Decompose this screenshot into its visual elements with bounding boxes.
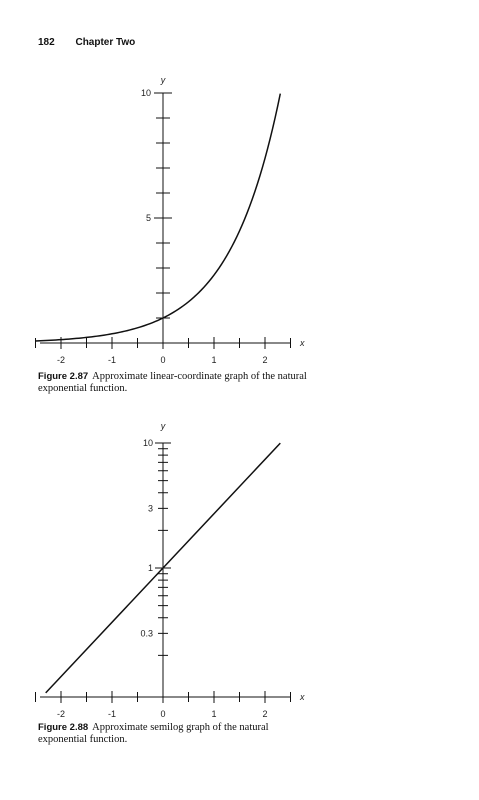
fig2-y-axis-label: y xyxy=(160,421,166,431)
fig1-exponential-curve xyxy=(36,94,281,341)
fig2-x-tick-label: -1 xyxy=(107,709,117,719)
fig1-x-tick-label: 2 xyxy=(262,355,268,365)
fig2-y-tick-label: 10 xyxy=(142,438,153,448)
fig2-y-tick-label: 3 xyxy=(147,503,153,514)
fig1-x-tick-label: 1 xyxy=(211,355,217,365)
chapter-title: Chapter Two xyxy=(75,37,136,48)
fig1-x-axis-label: x xyxy=(300,338,305,348)
figure-2-87-label: Figure 2.87 xyxy=(38,371,89,382)
figure-2-87-caption xyxy=(38,371,318,395)
fig2-x-tick-label: 1 xyxy=(211,709,217,719)
figure-2-87-chart xyxy=(0,70,479,365)
page-header xyxy=(38,37,135,48)
fig1-x-tick-label: 0 xyxy=(160,355,166,365)
fig1-y-axis-label: y xyxy=(160,75,166,85)
fig1-x-tick-label: -2 xyxy=(56,355,66,365)
fig2-x-tick-label: 0 xyxy=(160,709,166,719)
figure-2-88-chart xyxy=(0,420,479,719)
fig2-x-tick-label: -2 xyxy=(56,709,66,719)
fig1-y-tick-label: 5 xyxy=(145,213,151,223)
figure-2-87-caption-text: Approximate linear-coordinate graph of the natural exponential function. xyxy=(38,371,307,394)
fig1-x-tick-label: -1 xyxy=(107,355,117,365)
fig2-x-axis-label: x xyxy=(300,692,305,702)
page-number: 182 xyxy=(38,37,55,48)
figure-2-88-caption xyxy=(38,722,318,746)
fig1-y-tick-label: 10 xyxy=(140,88,151,98)
fig2-y-tick-label: 1 xyxy=(147,563,153,573)
figure-2-88-label: Figure 2.88 xyxy=(38,722,89,733)
figure-2-88-caption-text: Approximate semilog graph of the natural exponential function. xyxy=(38,722,269,745)
fig2-y-tick-label: 0.3 xyxy=(140,628,153,639)
fig2-x-tick-label: 2 xyxy=(262,709,268,719)
